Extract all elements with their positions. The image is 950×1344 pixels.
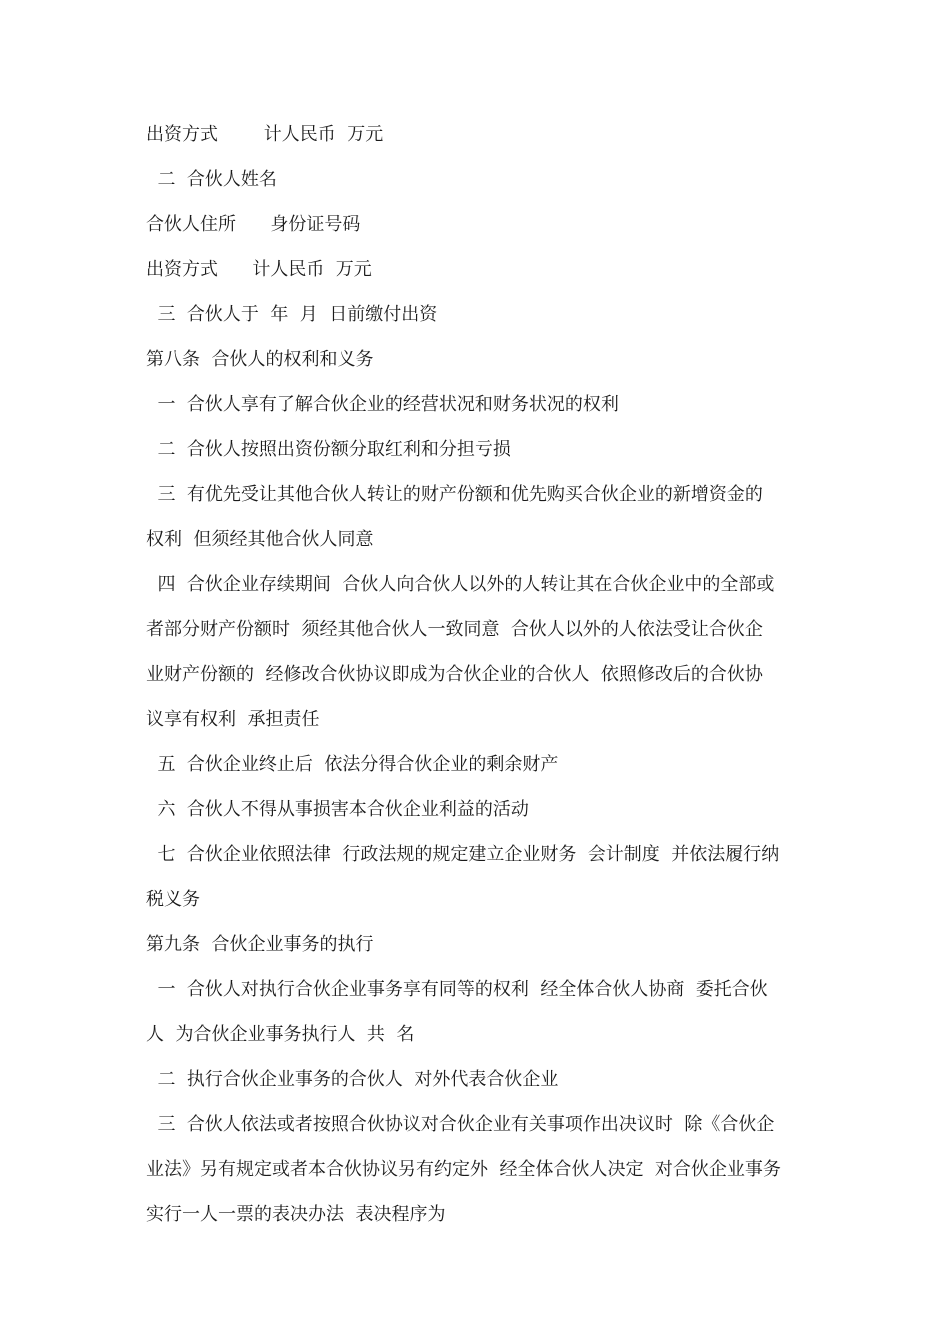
text-line: 议享有权利 承担责任	[146, 709, 320, 730]
text-line: 二 执行合伙企业事务的合伙人 对外代表合伙企业	[146, 1069, 559, 1090]
text-line: 人 为合伙企业事务执行人 共 名	[146, 1024, 415, 1045]
text-line: 六 合伙人不得从事损害本合伙企业利益的活动	[146, 799, 529, 820]
text-line: 出资方式 计人民币 万元	[146, 259, 372, 280]
text-line: 税义务	[146, 889, 200, 910]
text-line: 四 合伙企业存续期间 合伙人向合伙人以外的人转让其在合伙企业中的全部或	[146, 574, 775, 595]
text-line: 者部分财产份额时 须经其他合伙人一致同意 合伙人以外的人依法受让合伙企	[146, 619, 763, 640]
text-line: 业法》另有规定或者本合伙协议另有约定外 经全体合伙人决定 对合伙企业事务	[146, 1159, 781, 1180]
text-line: 合伙人住所 身份证号码	[146, 214, 361, 235]
text-line: 七 合伙企业依照法律 行政法规的规定建立企业财务 会计制度 并依法履行纳	[146, 844, 780, 865]
article-heading: 第九条 合伙企业事务的执行	[146, 934, 374, 955]
text-line: 业财产份额的 经修改合伙协议即成为合伙企业的合伙人 依照修改后的合伙协	[146, 664, 763, 685]
text-line: 一 合伙人对执行合伙企业事务享有同等的权利 经全体合伙人协商 委托合伙	[146, 979, 768, 1000]
text-line: 三 有优先受让其他合伙人转让的财产份额和优先购买合伙企业的新增资金的	[146, 484, 763, 505]
text-line: 二 合伙人姓名	[146, 169, 277, 190]
text-line: 三 合伙人于 年 月 日前缴付出资	[146, 304, 438, 325]
text-line: 二 合伙人按照出资份额分取红利和分担亏损	[146, 439, 511, 460]
text-line: 出资方式 计人民币 万元	[146, 124, 384, 145]
text-line: 权利 但须经其他合伙人同意	[146, 529, 374, 550]
text-line: 一 合伙人享有了解合伙企业的经营状况和财务状况的权利	[146, 394, 619, 415]
text-line: 实行一人一票的表决办法 表决程序为	[146, 1204, 446, 1225]
article-heading: 第八条 合伙人的权利和义务	[146, 349, 374, 370]
text-line: 五 合伙企业终止后 依法分得合伙企业的剩余财产	[146, 754, 559, 775]
text-line: 三 合伙人依法或者按照合伙协议对合伙企业有关事项作出决议时 除《合伙企	[146, 1114, 775, 1135]
